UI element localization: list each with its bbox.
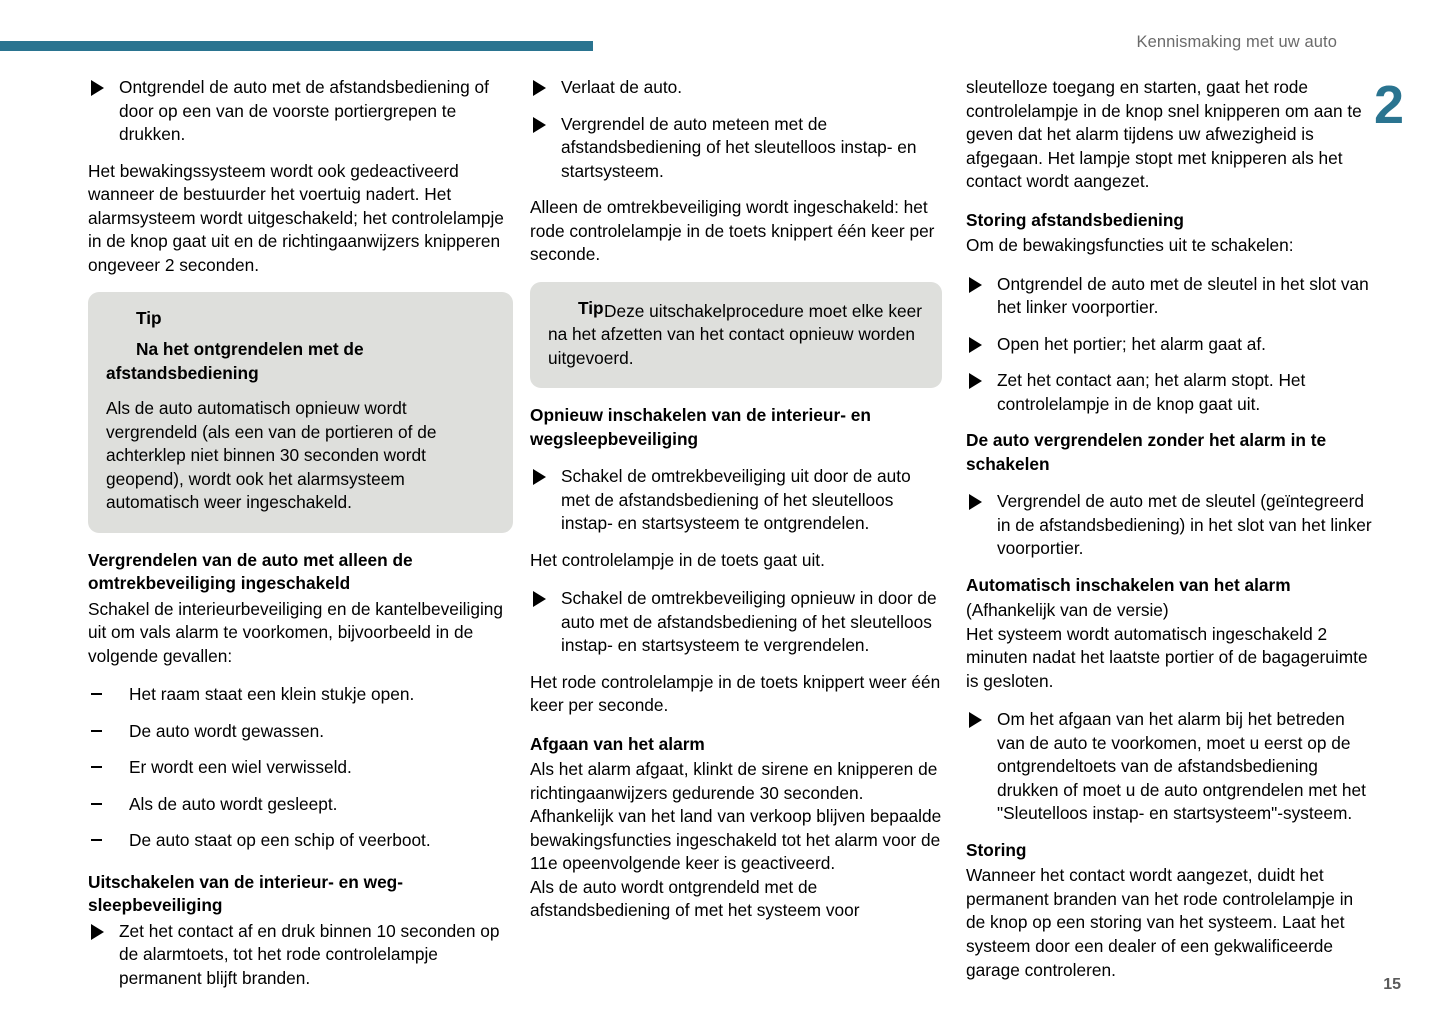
dash-bullet-icon bbox=[91, 693, 102, 695]
list-item bbox=[530, 113, 942, 184]
list-item-text: Vergrendel de auto meteen met de afstandsbediening of het sleutelloos instap- en startsysteem. bbox=[561, 113, 917, 181]
tip-body: Deze uitschakelprocedure moet elke keer na het afzetten van het contact opnieuw worden uitgevoerd. bbox=[548, 300, 922, 368]
list-item-text: De auto wordt gewassen. bbox=[129, 720, 325, 741]
column-1 bbox=[88, 76, 513, 1003]
col2-heading-2: Afgaan van het alarm bbox=[530, 733, 705, 754]
col1-paragraph-1: Het bewakingssysteem wordt ook gedeactiveerd wanneer de bestuurder het voertuig nadert. Het alarmsysteem wordt uitgeschakeld; het controlelampje in de knop gaat uit en de richtingaanwijzers knipperen ongeveer 2 seconden. bbox=[88, 160, 504, 275]
list-item-text: Het raam staat een klein stukje open. bbox=[129, 684, 415, 705]
list-item-text: Ontgrendel de auto met de sleutel in het slot van het linker voorportier. bbox=[997, 273, 1369, 318]
col1-dash-list bbox=[88, 683, 513, 853]
list-item bbox=[88, 756, 513, 780]
col3-heading-4: Storing bbox=[966, 839, 1027, 860]
arrow-bullet-icon bbox=[533, 80, 546, 96]
col3-paragraph-3: (Afhankelijk van de versie) bbox=[966, 600, 1169, 621]
arrow-bullet-icon bbox=[969, 277, 982, 293]
list-item-text: Als de auto wordt gesleept. bbox=[129, 793, 338, 814]
col2-arrow-list-1 bbox=[530, 76, 942, 183]
page-columns bbox=[0, 76, 1445, 1003]
col1-heading-2: Uitschakelen van de interieur- en weg-sleepbeveiliging bbox=[88, 871, 403, 916]
list-item bbox=[88, 920, 513, 991]
list-item-text: Ontgrendel de auto met de afstandsbediening of door op een van de voorste portiergrepen te drukken. bbox=[119, 77, 489, 145]
list-item bbox=[966, 490, 1376, 561]
list-item bbox=[88, 829, 513, 853]
list-item-text: De auto staat op een schip of veerboot. bbox=[129, 830, 431, 851]
col2-heading-1: Opnieuw inschakelen van de interieur- en wegsleepbeveiliging bbox=[530, 405, 871, 449]
header-accent-rule bbox=[0, 41, 593, 51]
tip-label: Tip bbox=[578, 297, 604, 318]
list-item-text: Vergrendel de auto met de sleutel (geïntegreerd in de afstandsbediening) in het slot van het linker voorportier. bbox=[997, 491, 1372, 559]
col2-arrow-list-3 bbox=[530, 587, 942, 658]
list-item-text: Om het afgaan van het alarm bij het betreden van de auto te voorkomen, moet u eerst op de ontgrendeltoets van de afstandsbediening drukken of moet u de auto ontgrendelen met het "Sleutelloos instap- en startsysteem"-systeem. bbox=[997, 709, 1366, 824]
tip-label: Tip bbox=[136, 308, 162, 329]
list-item-text: Verlaat de auto. bbox=[561, 77, 683, 97]
list-item bbox=[88, 683, 513, 707]
list-item bbox=[966, 273, 1376, 320]
list-item-text: Schakel de omtrekbeveiliging opnieuw in door de auto met de afstandsbediening of het sleutelloos instap- en startsysteem te vergrendelen. bbox=[561, 588, 937, 656]
dash-bullet-icon bbox=[91, 803, 102, 805]
col3-arrow-list-3 bbox=[966, 708, 1376, 826]
col2-paragraph-4: Als het alarm afgaat, klinkt de sirene en knipperen de richtingaanwijzers gedurende 30 seconden. bbox=[530, 759, 938, 803]
list-item-text: Open het portier; het alarm gaat af. bbox=[997, 333, 1266, 354]
col3-arrow-list-2 bbox=[966, 490, 1376, 561]
arrow-bullet-icon bbox=[969, 337, 982, 353]
tip-header bbox=[548, 298, 924, 322]
col3-paragraph-1: sleutelloze toegang en starten, gaat het rode controlelampje in de knop snel knipperen om aan te geven dat het alarm tijdens uw afwezigheid is afgegaan. Het lampje stopt met knipperen als het contact wordt aangezet. bbox=[966, 77, 1362, 192]
info-icon bbox=[106, 309, 117, 349]
col3-paragraph-2: Om de bewakingsfuncties uit te schakelen: bbox=[966, 235, 1294, 256]
col1-heading-1: Vergrendelen van de auto met alleen de omtrekbeveiliging ingeschakeld bbox=[88, 549, 413, 594]
info-icon bbox=[548, 299, 559, 339]
col3-paragraph-4: Het systeem wordt automatisch ingeschakeld 2 minuten nadat het laatste portier of de bagageruimte is gesloten. bbox=[966, 623, 1368, 691]
tip-box-1 bbox=[88, 292, 513, 533]
list-item bbox=[530, 76, 942, 100]
list-item bbox=[530, 465, 942, 536]
list-item bbox=[88, 793, 513, 817]
col3-heading-3: Automatisch inschakelen van het alarm bbox=[966, 574, 1291, 595]
list-item-text: Zet het contact aan; het alarm stopt. Het controlelampje in de knop gaat uit. bbox=[997, 370, 1306, 414]
list-item bbox=[88, 76, 513, 147]
tip-box-2 bbox=[530, 282, 942, 389]
col1-paragraph-2: Schakel de interieurbeveiliging en de kantelbeveiliging uit om vals alarm te voorkomen, bijvoorbeeld in de volgende gevallen: bbox=[88, 598, 504, 666]
col3-arrow-list-1 bbox=[966, 273, 1376, 417]
arrow-bullet-icon bbox=[969, 494, 982, 510]
col2-paragraph-2: Het controlelampje in de toets gaat uit. bbox=[530, 549, 825, 570]
column-3 bbox=[966, 76, 1376, 1003]
col3-heading-2: De auto vergrendelen zonder het alarm in te schakelen bbox=[966, 430, 1327, 474]
list-item-text: Zet het contact af en druk binnen 10 seconden op de alarmtoets, tot het rode controlelampje permanent blijft branden. bbox=[119, 920, 500, 988]
list-item bbox=[966, 333, 1376, 357]
page-number: 15 bbox=[1383, 976, 1401, 993]
col2-arrow-list-2 bbox=[530, 465, 942, 536]
arrow-bullet-icon bbox=[969, 373, 982, 389]
arrow-bullet-icon bbox=[533, 591, 546, 607]
arrow-bullet-icon bbox=[91, 80, 104, 96]
arrow-bullet-icon bbox=[91, 924, 104, 940]
page-header-title: Kennismaking met uw auto bbox=[1136, 33, 1337, 51]
tip-subtitle: Na het ontgrendelen met de afstandsbediening bbox=[106, 339, 364, 383]
col1-arrow-list-1 bbox=[88, 76, 513, 147]
list-item bbox=[530, 587, 942, 658]
dash-bullet-icon bbox=[91, 766, 102, 768]
list-item bbox=[966, 708, 1376, 826]
arrow-bullet-icon bbox=[533, 117, 546, 133]
tip-header bbox=[106, 308, 495, 332]
col2-paragraph-6: Als de auto wordt ontgrendeld met de afstandsbediening of met het systeem voor bbox=[530, 876, 860, 921]
list-item bbox=[966, 369, 1376, 416]
list-item bbox=[88, 720, 513, 744]
col2-paragraph-3: Het rode controlelampje in de toets knippert weer één keer per seconde. bbox=[530, 671, 941, 716]
col3-paragraph-5: Wanneer het contact wordt aangezet, duidt het permanent branden van het rode controlelampje in de knop op een storing van het systeem. Laat het systeem door een dealer of een gekwalificeerde garage controleren. bbox=[966, 865, 1354, 980]
arrow-bullet-icon bbox=[533, 469, 546, 485]
arrow-bullet-icon bbox=[969, 712, 982, 728]
col1-arrow-list-2 bbox=[88, 920, 513, 991]
column-2 bbox=[530, 76, 942, 1003]
dash-bullet-icon bbox=[91, 839, 102, 841]
list-item-text: Schakel de omtrekbeveiliging uit door de auto met de afstandsbediening of het sleutelloos instap- en startsysteem te ontgrendelen. bbox=[561, 466, 911, 534]
col2-paragraph-5: Afhankelijk van het land van verkoop blijven bepaalde bewakingsfuncties ingeschakeld tot het alarm voor de 11e opeenvolgende keer is geactiveerd. bbox=[530, 806, 942, 874]
col3-heading-1: Storing afstandsbediening bbox=[966, 209, 1184, 230]
chapter-number: 2 bbox=[1373, 75, 1405, 135]
tip-body: Als de auto automatisch opnieuw wordt vergrendeld (als een van de portieren of de achterklep niet binnen 30 seconden wordt geopend), wordt ook het alarmsysteem automatisch weer ingeschakeld. bbox=[106, 398, 437, 513]
list-item-text: Er wordt een wiel verwisseld. bbox=[129, 757, 352, 778]
col2-paragraph-1: Alleen de omtrekbeveiliging wordt ingeschakeld: het rode controlelampje in de toets knippert één keer per seconde. bbox=[530, 197, 935, 265]
dash-bullet-icon bbox=[91, 730, 102, 732]
